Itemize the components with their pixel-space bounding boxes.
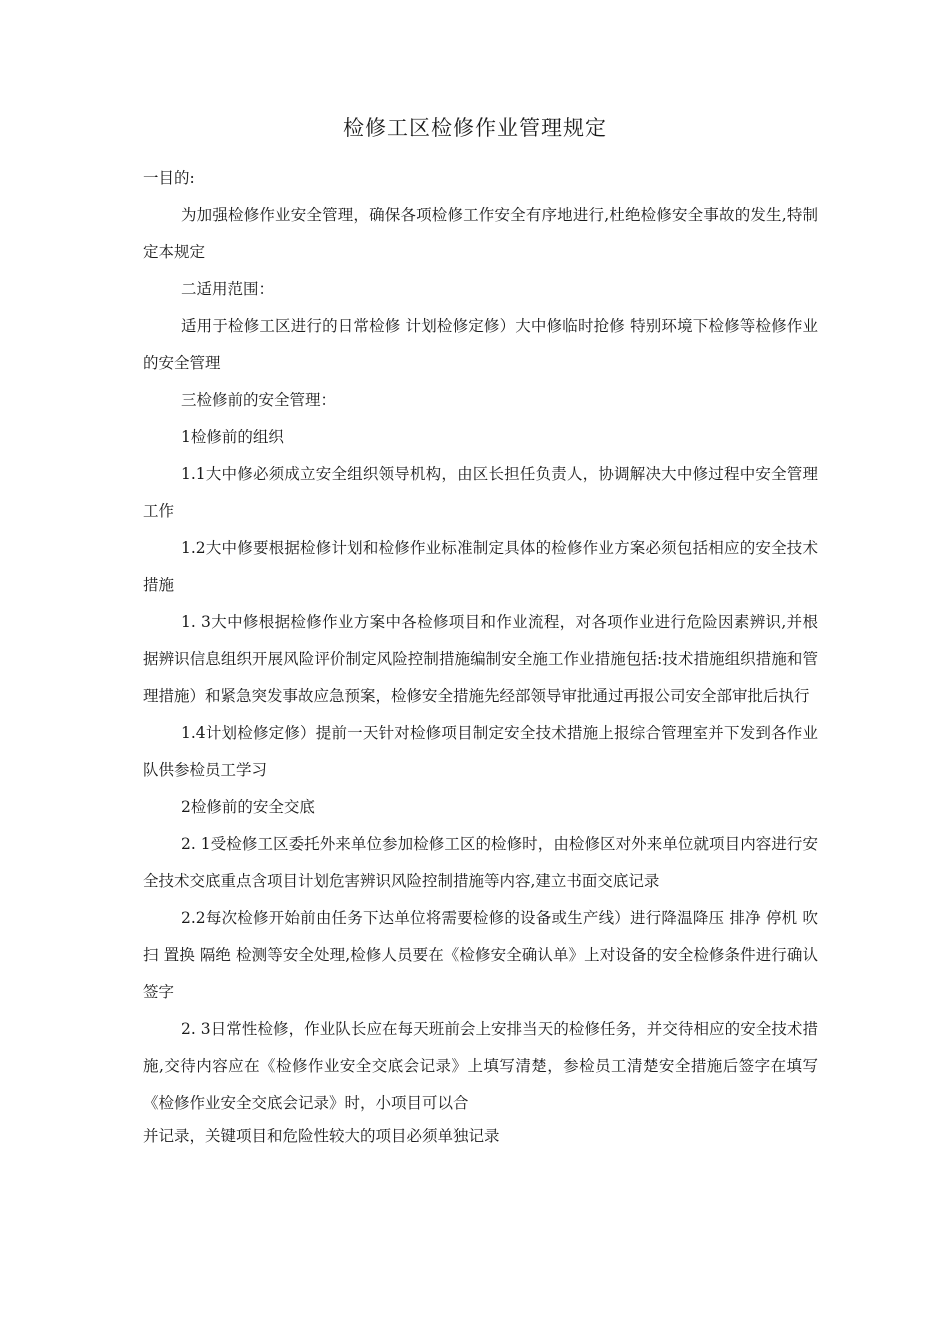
section-heading-pre-maintenance: 三检修前的安全管理： [181, 391, 337, 409]
subsection-heading-briefing: 2检修前的安全交底 [181, 798, 315, 816]
paragraph-2-3-continued: 并记录，关键项目和危险性较大的项目必须单独记录 [143, 1127, 500, 1145]
paragraph-2-2: 2.2每次检修开始前由任务下达单位将需要检修的设备或生产线）进行降温降压 排净 停机 吹扫 置换 隔绝 检测等安全处理,检修人员要在《检修安全确认单》上对设备的安全检修条件进行确认签字 [143, 909, 818, 1001]
paragraph-2-1: 2. 1受检修工区委托外来单位参加检修工区的检修时，由检修区对外来单位就项目内容进行安全技术交底重点含项目计划危害辨识风险控制措施等内容,建立书面交底记录 [143, 835, 818, 890]
document-body [143, 160, 818, 1150]
paragraph-2-3: 2. 3日常性检修，作业队长应在每天班前会上安排当天的检修任务，并交待相应的安全技术措施,交待内容应在《检修作业安全交底会记录》上填写清楚，参检员工清楚安全措施后签字在填写《检修作业安全交底会记录》时，小项目可以合 [143, 1020, 818, 1112]
paragraph-1-3: 1. 3大中修根据检修作业方案中各检修项目和作业流程，对各项作业进行危险因素辨识,并根据辨识信息组织开展风险评价制定风险控制措施编制安全施工作业措施包括:技术措施组织措施和管理措施）和紧急突发事故应急预案，检修安全措施先经部领导审批通过再报公司安全部审批后执行 [143, 613, 818, 705]
paragraph-scope: 适用于检修工区进行的日常检修 计划检修定修）大中修临时抢修 特别环境下检修等检修作业的安全管理 [143, 317, 818, 372]
paragraph-1-2: 1.2大中修要根据检修计划和检修作业标准制定具体的检修作业方案必须包括相应的安全技术措施 [143, 539, 818, 594]
paragraph-purpose: 为加强检修作业安全管理，确保各项检修工作安全有序地进行,杜绝检修安全事故的发生,特制定本规定 [143, 206, 818, 261]
document-title: 检修工区检修作业管理规定 [343, 116, 607, 140]
paragraph-1-1: 1.1大中修必须成立安全组织领导机构，由区长担任负责人，协调解决大中修过程中安全管理工作 [143, 465, 818, 520]
subsection-heading-organization: 1检修前的组织 [181, 428, 284, 446]
paragraph-1-4: 1.4计划检修定修）提前一天针对检修项目制定安全技术措施上报综合管理室并下发到各作业队供参检员工学习 [143, 724, 818, 779]
section-heading-scope: 二适用范围： [181, 280, 275, 298]
section-heading-purpose: 一目的: [143, 169, 195, 187]
